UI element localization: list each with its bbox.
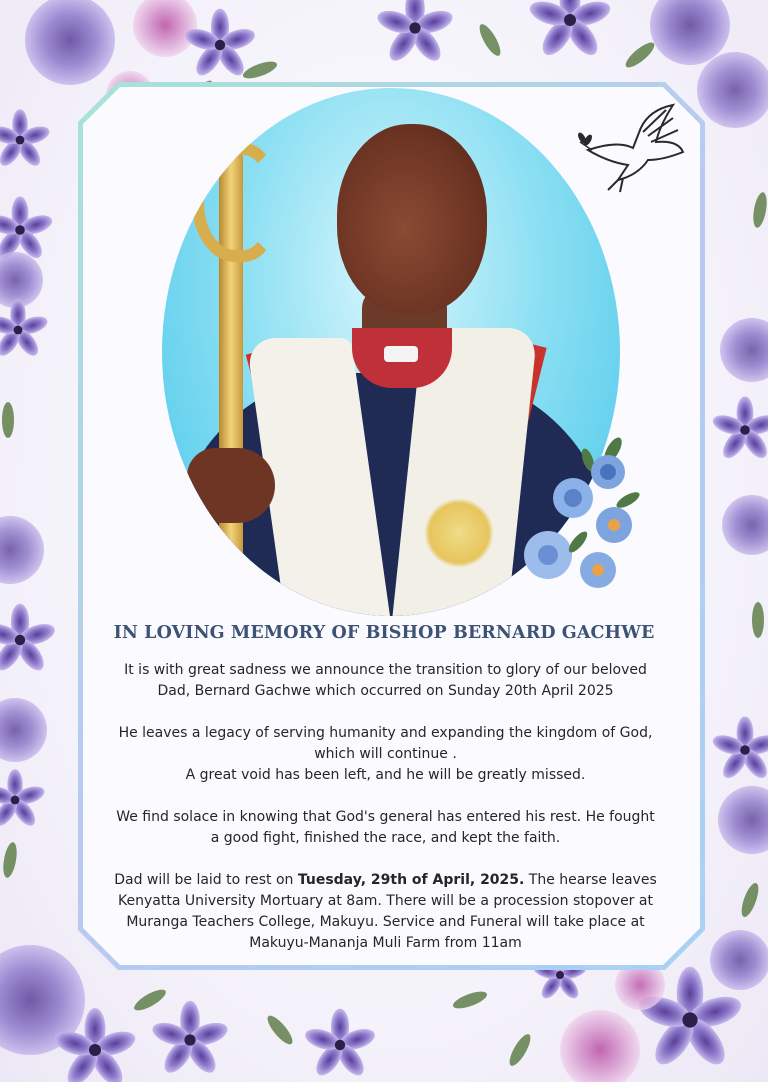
dove-with-olive-branch-icon: [578, 100, 688, 195]
rose-icon: [133, 0, 197, 57]
rose-icon: [0, 252, 43, 308]
blue-flower-bouquet-icon: [518, 430, 643, 600]
rose-icon: [710, 930, 768, 990]
rose-icon: [718, 786, 768, 854]
rose-icon: [0, 698, 47, 762]
rose-icon: [0, 516, 44, 584]
memorial-title: IN LOVING MEMORY OF BISHOP BERNARD GACHWE: [113, 623, 655, 643]
burial-date: Tuesday, 29th of April, 2025.: [297, 872, 525, 888]
rose-icon: [25, 0, 115, 85]
rose-icon: [650, 0, 730, 65]
solace-paragraph: We find solace in knowing that God's general has entered his rest. He fought a good fight, finished the race, and kept the faith.: [116, 809, 655, 846]
rose-icon: [720, 318, 768, 382]
portrait-head: [337, 124, 487, 314]
rose-icon: [697, 52, 768, 128]
announcement-paragraph: It is with great sadness we announce the transition to glory of our beloved Dad, Bernard Gachwe which occurred on Sunday 20th April 2025: [124, 662, 647, 699]
portrait-hand: [187, 448, 275, 523]
rose-icon: [722, 495, 768, 555]
burial-paragraph: Dad will be laid to rest on Tuesday, 29th of April, 2025. The hearse leaves Kenyatta University Mortuary at 8am. There will be a procession stopover at Muranga Teachers College, Makuyu. Service and Funeral will take place at Makuyu-Mananja Muli Farm from 11am: [114, 872, 657, 951]
legacy-paragraph: He leaves a legacy of serving humanity and expanding the kingdom of God, which will continue . A great void has been left, and he will be greatly missed.: [118, 725, 653, 783]
memorial-body: [100, 660, 671, 954]
rose-icon: [560, 1010, 640, 1082]
crozier-hook: [192, 143, 278, 262]
